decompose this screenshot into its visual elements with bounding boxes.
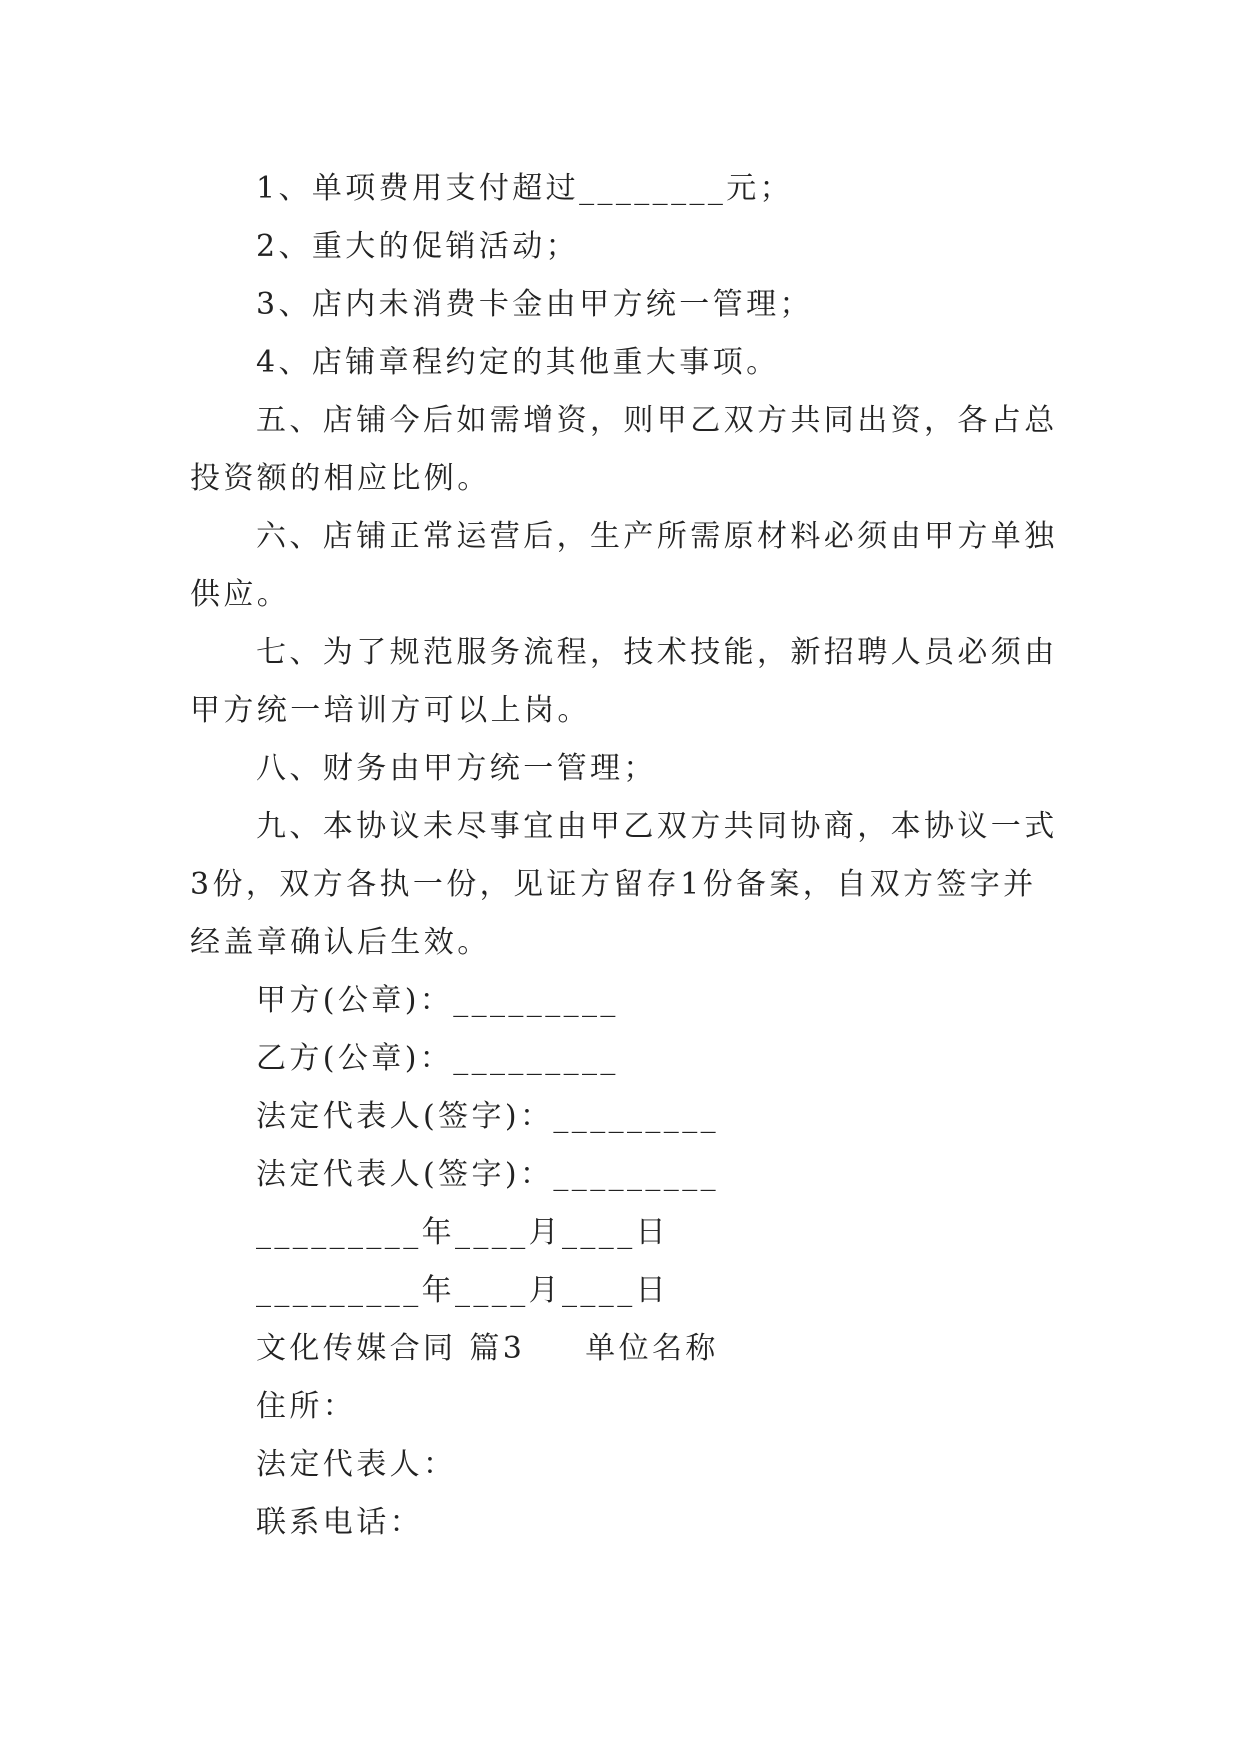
unit-name-label: 单位名称	[585, 1331, 719, 1366]
clause-five	[190, 392, 1060, 508]
section-title: 文化传媒合同 篇3	[256, 1331, 526, 1366]
clause-five-line-1: 五、店铺今后如需增资，则甲乙双方共同出资，各占总	[256, 403, 1058, 438]
date-field: _________年____月____日	[256, 1215, 669, 1250]
clause-nine-line-3: 经盖章确认后生效。	[190, 925, 491, 960]
clause-nine	[190, 798, 1060, 972]
clause-six-line-1: 六、店铺正常运营后，生产所需原材料必须由甲方单独	[256, 519, 1058, 554]
party-a-seal-field: 甲方(公章)：_________	[256, 983, 619, 1018]
legal-rep-label: 法定代表人：	[256, 1447, 457, 1482]
legal-rep-signature-field: 法定代表人(签字)：_________	[256, 1099, 720, 1134]
phone-label: 联系电话：	[256, 1505, 423, 1540]
address-label: 住所：	[256, 1389, 357, 1424]
clause-six	[190, 508, 1060, 624]
clause-nine-line-1: 九、本协议未尽事宜由甲乙双方共同协商，本协议一式	[256, 809, 1058, 844]
clause-six-line-2: 供应。	[190, 577, 291, 612]
clause-five-line-2: 投资额的相应比例。	[190, 461, 491, 496]
clause-seven	[190, 624, 1060, 740]
clause-eight: 八、财务由甲方统一管理；	[256, 751, 657, 786]
clause-seven-line-2: 甲方统一培训方可以上岗。	[190, 693, 591, 728]
legal-rep-signature-field: 法定代表人(签字)：_________	[256, 1157, 720, 1192]
list-item: 1、单项费用支付超过________元；	[256, 171, 794, 206]
clause-seven-line-1: 七、为了规范服务流程，技术技能，新招聘人员必须由	[256, 635, 1058, 670]
document-body	[190, 160, 1060, 1552]
list-item: 2、重大的促销活动；	[256, 229, 580, 264]
list-item: 4、店铺章程约定的其他重大事项。	[256, 345, 780, 380]
list-item: 3、店内未消费卡金由甲方统一管理；	[256, 287, 813, 322]
clause-nine-line-2: 3份，双方各执一份，见证方留存1份备案，自双方签字并	[190, 867, 1037, 902]
party-b-seal-field: 乙方(公章)：_________	[256, 1041, 619, 1076]
date-field: _________年____月____日	[256, 1273, 669, 1308]
section-heading-row	[190, 1320, 1060, 1378]
